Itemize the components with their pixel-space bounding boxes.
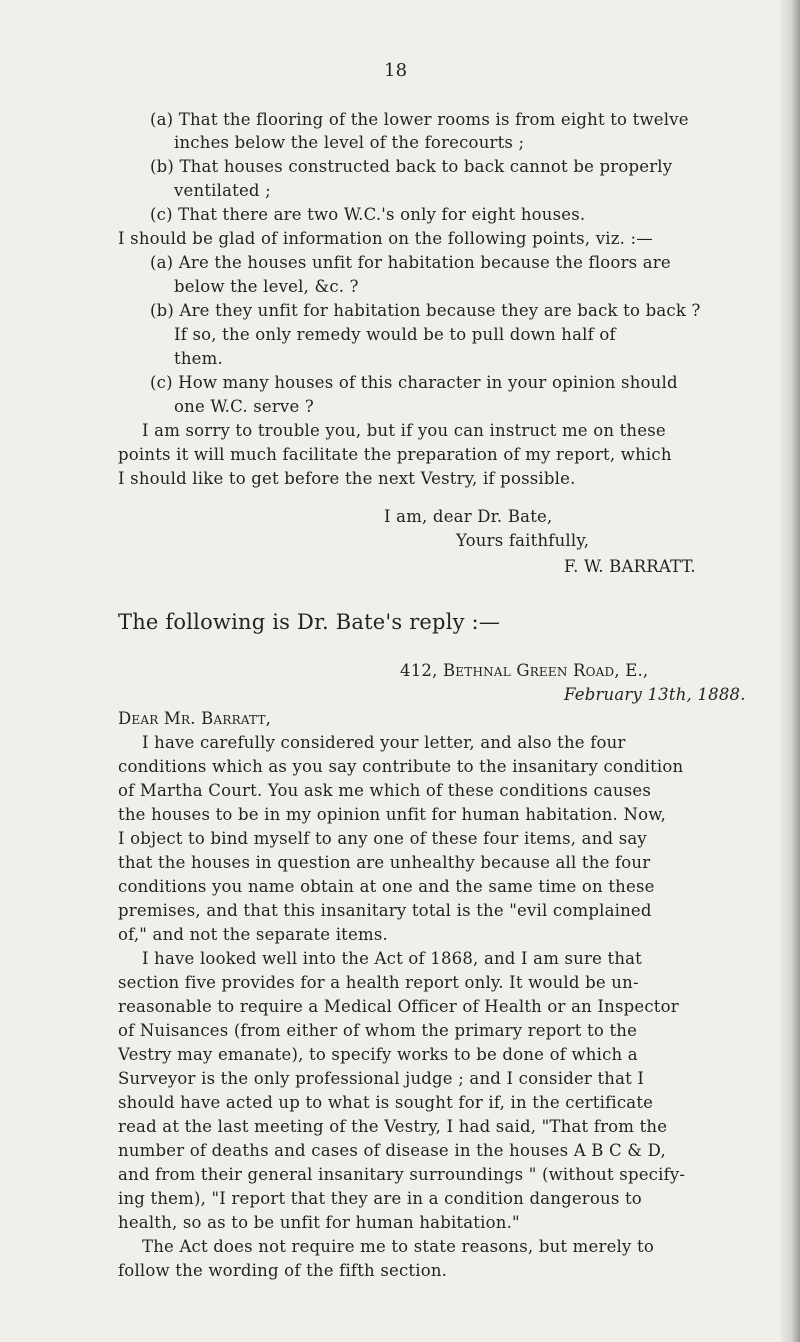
list-b-item-b-cont: If so, the only remedy would be to pull down half of — [174, 325, 616, 344]
body-line-12: reasonable to require a Medical Officer of Health or an Inspector — [118, 997, 679, 1016]
signoff-line-2: Yours faithfully, — [456, 531, 590, 550]
address: 412, Bethnal Green Road, E., — [400, 661, 649, 680]
body-line-23: follow the wording of the fifth section. — [118, 1261, 448, 1280]
list-b-item-b-cont2: them. — [174, 349, 223, 368]
body-line-1: I have carefully considered your letter, and also the four — [142, 733, 626, 752]
list-b-item-a: (a) Are the houses unfit for habitation because the floors are — [150, 253, 671, 272]
body-line-22: The Act does not require me to state reasons, but merely to — [142, 1237, 654, 1256]
list-a-item-a: (a) That the flooring of the lower rooms is from eight to twelve — [150, 110, 689, 129]
body-line-2: conditions which as you say contribute to the insanitary condition — [118, 757, 684, 776]
page-edge-shadow — [780, 0, 800, 1342]
body-line-15: Surveyor is the only professional judge ; and I consider that I — [118, 1069, 645, 1088]
signature: F. W. BARRATT. — [564, 557, 696, 576]
body-line-4: the houses to be in my opinion unfit for human habitation. Now, — [118, 805, 667, 824]
reply-heading: The following is Dr. Bate's reply :— — [118, 610, 501, 634]
list-b-item-c-cont: one W.C. serve ? — [174, 397, 314, 416]
list-a-item-b-cont: ventilated ; — [174, 181, 271, 200]
list-a-item-a-cont: inches below the level of the forecourts ; — [174, 133, 525, 152]
closing-line-1: I am sorry to trouble you, but if you can instruct me on these — [142, 421, 666, 440]
list-b-item-a-cont: below the level, &c. ? — [174, 277, 359, 296]
body-line-10: I have looked well into the Act of 1868, and I am sure that — [142, 949, 643, 968]
signoff-line-1: I am, dear Dr. Bate, — [384, 507, 553, 526]
body-line-21: health, so as to be unfit for human habitation." — [118, 1213, 520, 1232]
body-line-17: read at the last meeting of the Vestry, I had said, "That from the — [118, 1117, 668, 1136]
salutation: Dear Mr. Barratt, — [118, 709, 272, 728]
intro-text: I should be glad of information on the following points, viz. :— — [118, 229, 653, 248]
body-line-8: premises, and that this insanitary total is the "evil complained — [118, 901, 652, 920]
body-line-20: ing them), "I report that they are in a condition dangerous to — [118, 1189, 642, 1208]
body-line-16: should have acted up to what is sought for if, in the certificate — [118, 1093, 654, 1112]
list-a-item-c: (c) That there are two W.C.'s only for eight houses. — [150, 205, 586, 224]
list-a-item-b: (b) That houses constructed back to back cannot be properly — [150, 157, 673, 176]
body-line-6: that the houses in question are unhealthy because all the four — [118, 853, 651, 872]
body-line-14: Vestry may emanate), to specify works to be done of which a — [118, 1045, 638, 1064]
page-number: 18 — [384, 60, 408, 81]
body-line-13: of Nuisances (from either of whom the primary report to the — [118, 1021, 638, 1040]
letter-date: February 13th, 1888. — [564, 685, 746, 704]
closing-line-2: points it will much facilitate the preparation of my report, which — [118, 445, 672, 464]
body-line-7: conditions you name obtain at one and the same time on these — [118, 877, 655, 896]
body-line-9: of," and not the separate items. — [118, 925, 388, 944]
list-b-item-b: (b) Are they unfit for habitation because they are back to back ? — [150, 301, 701, 320]
body-line-18: number of deaths and cases of disease in the houses A B C & D, — [118, 1141, 666, 1160]
body-line-11: section five provides for a health report only. It would be un- — [118, 973, 639, 992]
body-line-3: of Martha Court. You ask me which of these conditions causes — [118, 781, 652, 800]
list-b-item-c: (c) How many houses of this character in your opinion should — [150, 373, 678, 392]
closing-line-3: I should like to get before the next Vestry, if possible. — [118, 469, 576, 488]
body-line-5: I object to bind myself to any one of these four items, and say — [118, 829, 647, 848]
body-line-19: and from their general insanitary surroundings " (without specify- — [118, 1165, 686, 1184]
